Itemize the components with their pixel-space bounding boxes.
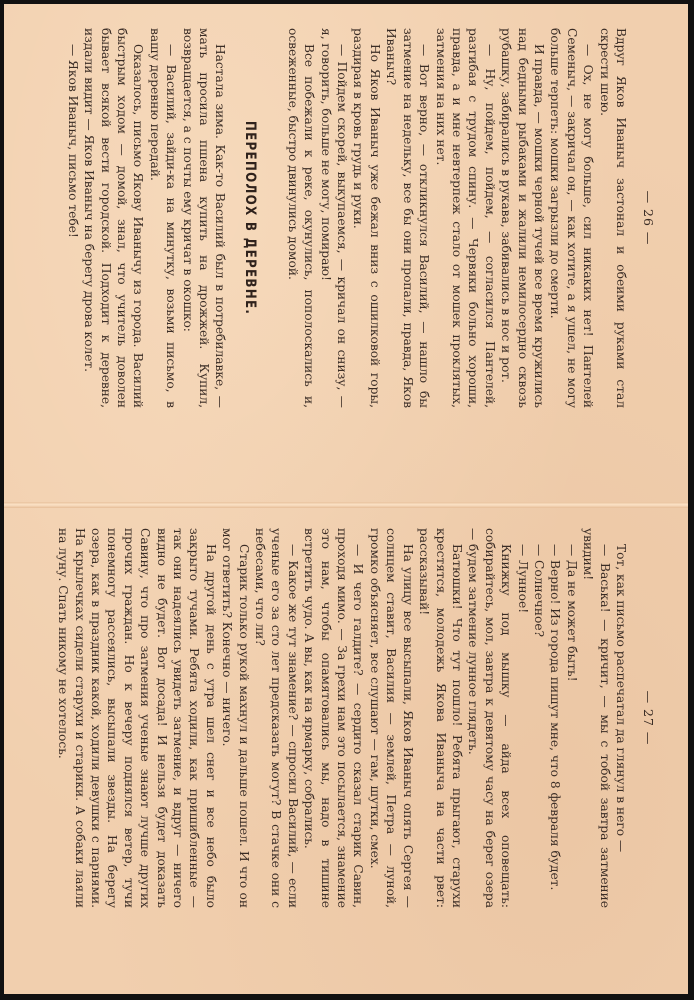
paragraph: На улицу все высыпали, Яков Иваныч опять Сергея — солнцем ставит, Василия — землей, Петра — луной, громко объясняет, все слушают — гам, шутки, смех.: [367, 528, 415, 908]
paragraph: — Пойдем скорей, выкупаемся, — кричал он снизу, — я, говорить, больше не могу, помираю!: [318, 28, 350, 408]
paragraph: — Вот верно, — откликнулся Василий, — нашло бы затмение на недельку, все бы они пропали, правда, Яков Иваныч?: [384, 28, 432, 408]
page-27: [4, 504, 688, 994]
paragraph: Но Яков Иваныч уже бежал вниз с ошилковой горы, раздирая в кровь грудь и руки.: [351, 28, 382, 408]
paragraph: — Ох, не могу больше, сил никаких нет! Пантелей Семеныч, — закричал он, — как хотите, а я ушел, не могу больше терпеть: мошки загрызли до смерти.: [548, 28, 596, 408]
paragraph: — Верно! Из города пишут мне, что 8 февраля будет.: [548, 544, 563, 891]
chapter-heading: ПЕРЕПОЛОХ В ДЕРЕВНЕ.: [242, 120, 259, 316]
paragraph: Все побежали к реке, окунулись, пополоскались и, освеженные, быстро двинулись домой.: [285, 28, 317, 408]
paragraph: — Василий, зайди-ка на минутку, возьми письмо, в вашу деревню передай.: [147, 28, 179, 408]
paragraph: — Какое же тут знамение? — спросил Василий, — если ученые его за сто лет предсказать могут? В стачке они с небесами, что ли?: [253, 528, 300, 908]
scanned-spread: [4, 4, 688, 994]
page-27-content: [55, 528, 656, 908]
paragraph: Батюшки! Что тут пошло! Ребята прыгают, старухи крестятся, молодежь Якова Иваныча на части рвет: рассказывай!: [417, 528, 464, 908]
paragraph: — Васька! — кричит, — мы с тобой завтра затмение увидим!: [581, 528, 612, 908]
paragraph: — И чего галдите? — сердито сказал старик Савин, проходя мимо. — За грехи нам это посылается, знамение это нам, чтобы опамятовались мы, надо в тишине встретить чудо. А вы, как на ярмарку, собрались.: [302, 528, 366, 908]
paragraph: Настала зима. Как-то Василий был в потребилавке, — мать просила пшена купить на дрожжей. Купил, возвращается, а с почты ему кричат в окошко:: [180, 28, 228, 408]
paragraph: — Яков Иваныч, письмо тебе!: [65, 44, 80, 238]
paragraph: — Лунное!: [515, 544, 530, 614]
paragraph: Старик только рукой махнул и дальше пошел. И что он мог ответить? Конечно — ничего.: [220, 528, 251, 908]
paragraph: Вдруг Яков Иваныч застонал и обеими руками стал скрести шею.: [597, 28, 628, 408]
paragraph: Оказалось, письмо Якову Иванычу из города. Василий быстрым ходом — домой, знал, что учитель доволен бывает всякой вести городской. Подходит к деревне, издали видит — Яков Иваныч на берегу дрова колет.: [82, 28, 146, 408]
paragraph: Книжку под мышку — айда всех оповещать: собирайтесь, мол, завтра к девятому часу на берег озера — будем затмение лунное глядеть.: [466, 528, 514, 908]
paragraph: И правда, — мошки черной тучей все время кружились над бедными рыбаками и жалили немилосердно сквозь рубашку, забирались в рукава, забивались в нос и рот.: [499, 28, 546, 408]
page-number: — 27 —: [641, 690, 656, 746]
paragraph: Тот, как письмо распечатал да глянул в него —: [614, 544, 628, 853]
paragraph: — Да не может быть!: [564, 544, 579, 682]
paragraph: — Ну, пойдем, пойдем, — согласился Пантелей, разгибая с трудом спину. — Червяки больно хороши, правда, а и мне невтерпеж стало от мошек проклятых, затмения на них нет.: [433, 28, 497, 408]
paragraph: — Солнечное?: [531, 544, 546, 638]
paragraph: На другой день с утра шел снег и все небо было закрыто тучами. Ребята ходили, как пришибленные — так они надеялись увидеть затмение, и вдруг — ничего видно не будет. Вот досада! И нельзя будет доказать Савину, что про затмения ученые знают лучше других прочих граждан. Но к вечеру поднялся ветер, тучи понемногу рассеялись, высыпали звезды. На берегу озера, как в праздник какой, ходили девушки с парнями. На крылечках сидели старухи и старики. А собаки лаяли на луну. Спать никому не хотелось.: [56, 528, 218, 908]
page-26: [4, 4, 688, 494]
page-number: — 26 —: [641, 190, 656, 246]
page-26-content: [64, 28, 656, 408]
